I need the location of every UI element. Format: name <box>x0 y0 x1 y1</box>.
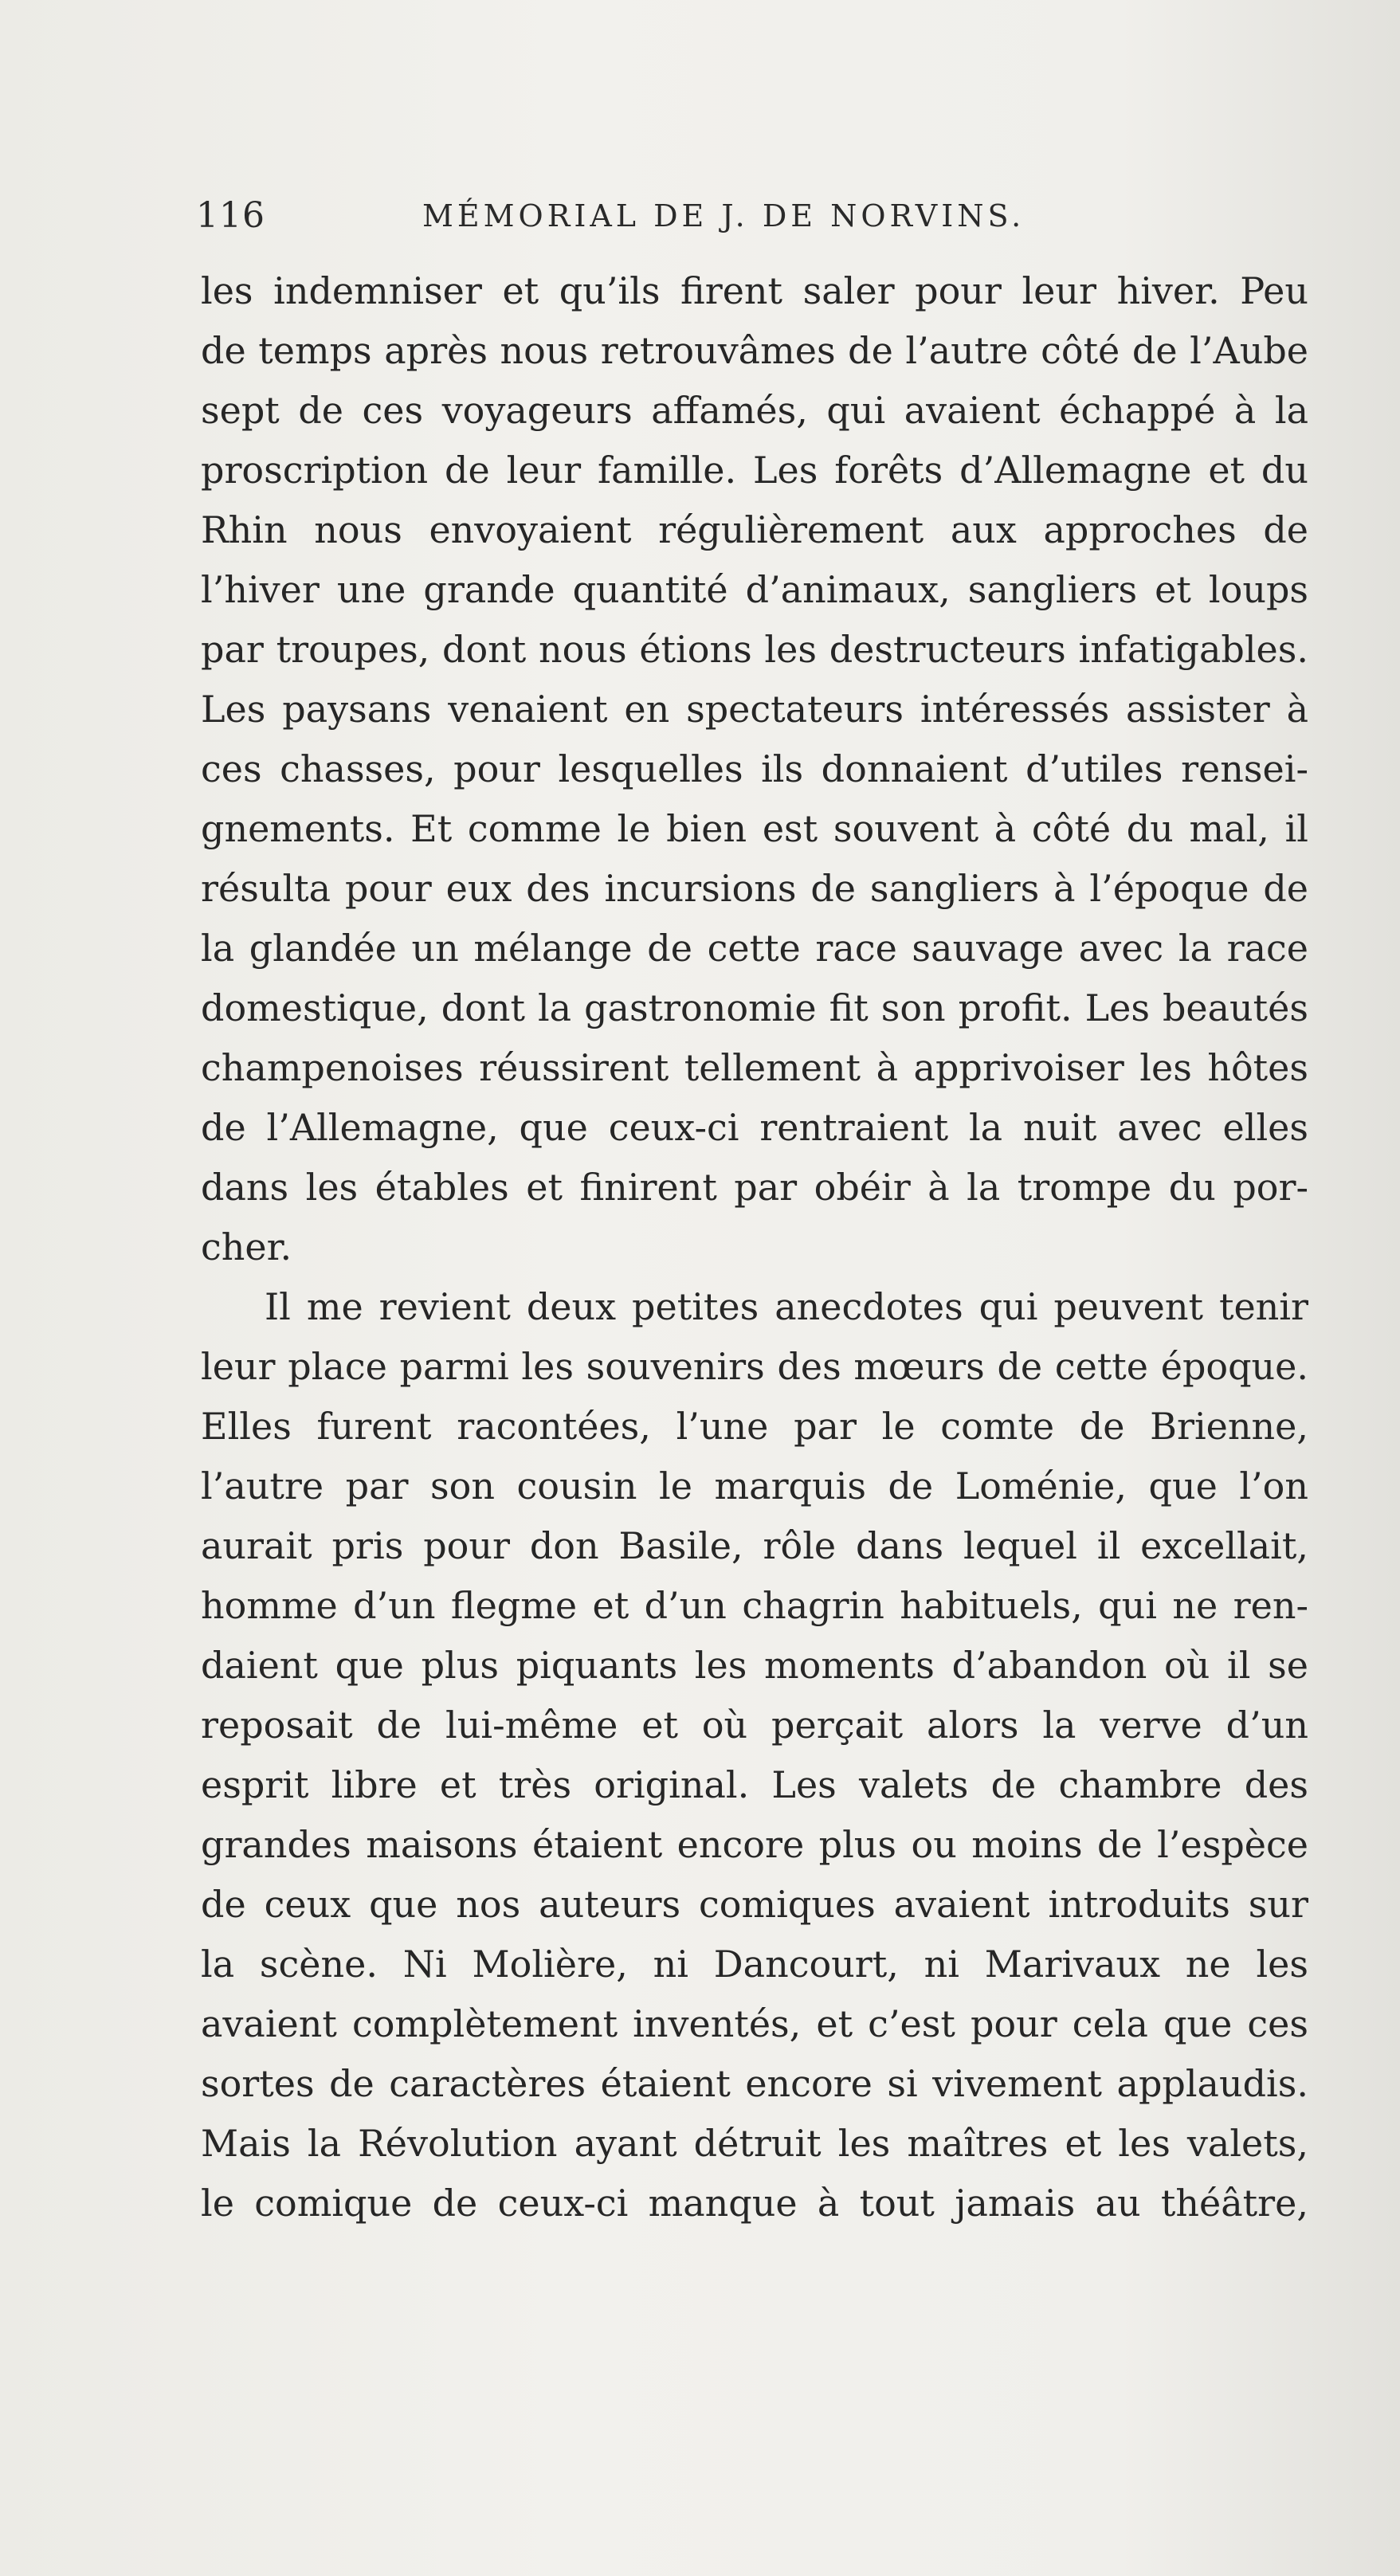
text-line: sept de ces voyageurs affamés, qui avaient échappé à la <box>201 389 1308 432</box>
text-line: les indemniser et qu’ils firent saler pour leur hiver. Peu <box>201 269 1308 312</box>
paragraph <box>201 261 1308 1277</box>
text-line: homme d’un flegme et d’un chagrin habituels, qui ne ren- <box>201 1584 1308 1627</box>
text-line: l’autre par son cousin le marquis de Loménie, que l’on <box>201 1464 1308 1508</box>
text-line: de l’Allemagne, que ceux-ci rentraient la nuit avec elles <box>201 1106 1308 1149</box>
text-line: grandes maisons étaient encore plus ou moins de l’espèce <box>201 1823 1308 1866</box>
text-line: aurait pris pour don Basile, rôle dans lequel il excellait, <box>201 1524 1308 1567</box>
text-line: esprit libre et très original. Les valets de chambre des <box>201 1763 1308 1806</box>
text-line: gnements. Et comme le bien est souvent à côté du mal, il <box>201 807 1308 850</box>
text-line: reposait de lui-même et où perçait alors la verve d’un <box>201 1704 1308 1747</box>
text-line: Mais la Révolution ayant détruit les maîtres et les valets, <box>201 2122 1308 2165</box>
text-line: résulta pour eux des incursions de sangliers à l’époque de <box>201 867 1308 910</box>
text-line: dans les étables et finirent par obéir à la trompe du por- <box>201 1166 1308 1209</box>
text-line: avaient complètement inventés, et c’est pour cela que ces <box>201 2002 1308 2045</box>
text-line: la glandée un mélange de cette race sauvage avec la race <box>201 927 1308 970</box>
text-line: Elles furent racontées, l’une par le comte de Brienne, <box>201 1405 1308 1448</box>
text-line: Rhin nous envoyaient régulièrement aux approches de <box>201 508 1308 551</box>
text-line: Les paysans venaient en spectateurs intéressés assister à <box>201 688 1308 731</box>
text-line: la scène. Ni Molière, ni Dancourt, ni Marivaux ne les <box>201 1943 1308 1986</box>
text-line: domestique, dont la gastronomie fit son profit. Les beautés <box>201 986 1308 1029</box>
text-line: sortes de caractères étaient encore si vivement applaudis. <box>201 2062 1308 2105</box>
text-line: champenoises réussirent tellement à apprivoiser les hôtes <box>201 1046 1308 1089</box>
text-line: de ceux que nos auteurs comiques avaient introduits sur <box>201 1883 1308 1926</box>
paragraph <box>201 1277 1308 2233</box>
text-line: leur place parmi les souvenirs des mœurs de cette époque. <box>201 1345 1308 1388</box>
running-title: MÉMORIAL DE J. DE NORVINS. <box>422 198 1025 233</box>
text-line: ces chasses, pour lesquelles ils donnaient d’utiles rensei- <box>201 747 1308 790</box>
body-text <box>201 261 1308 2233</box>
text-line: l’hiver une grande quantité d’animaux, sangliers et loups <box>201 568 1308 611</box>
page-number: 116 <box>196 195 265 236</box>
text-line: cher. <box>201 1225 292 1268</box>
text-line: le comique de ceux-ci manque à tout jamais au théâtre, <box>201 2182 1308 2225</box>
text-line: proscription de leur famille. Les forêts d’Allemagne et du <box>201 449 1308 492</box>
text-line: par troupes, dont nous étions les destructeurs infatigables. <box>201 628 1308 671</box>
page-header <box>196 188 1300 244</box>
text-line: de temps après nous retrouvâmes de l’autre côté de l’Aube <box>201 329 1308 372</box>
text-line: Il me revient deux petites anecdotes qui peuvent tenir <box>265 1285 1308 1328</box>
text-line: daient que plus piquants les moments d’abandon où il se <box>201 1644 1308 1687</box>
